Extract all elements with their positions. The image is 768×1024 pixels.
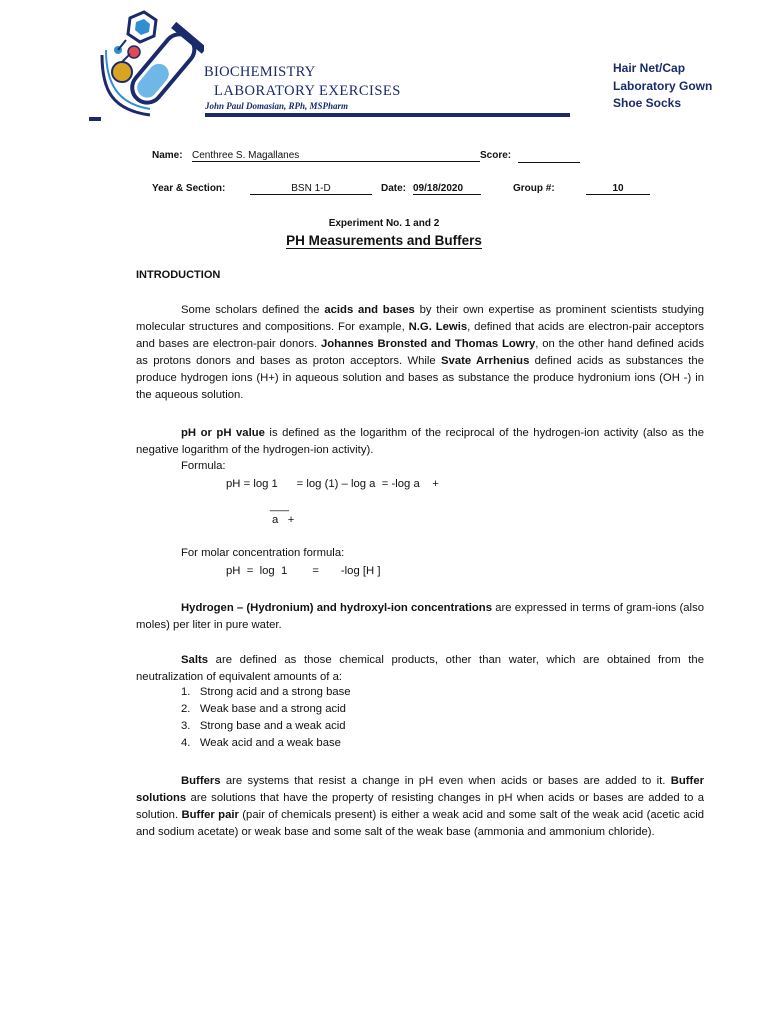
bold-term: Johannes Bronsted and Thomas Lowry	[320, 338, 536, 350]
text: are expressed in terms of gram-ions (also moles) per liter in pure water.	[136, 602, 704, 631]
header-rule	[205, 113, 570, 117]
text: are solutions that have the property of resisting changes in pH when acids or bases are added to a solution.	[136, 792, 704, 821]
date-field[interactable]	[413, 183, 481, 195]
paragraph-ion-concentrations	[136, 600, 704, 634]
experiment-title	[0, 233, 768, 248]
bold-term: Buffer pair	[181, 809, 239, 821]
bold-term: pH or pH value	[181, 427, 265, 439]
list-item: 4. Weak acid and a weak base	[181, 737, 341, 749]
text: , on the other hand defined acids as protons donors and bases as proton acceptors. While	[136, 338, 704, 367]
score-label: Score:	[480, 150, 512, 161]
section-heading-introduction: INTRODUCTION	[136, 269, 221, 281]
bold-term: N.G. Lewis	[408, 321, 468, 333]
list-item: 2. Weak base and a strong acid	[181, 703, 346, 715]
text: are defined as those chemical products, other than water, which are obtained from the neutralization of equivalent amounts of a:	[136, 654, 704, 683]
paragraph-salts	[136, 652, 704, 686]
formula-line-1: pH = log 1 = log (1) – log a = -log a +	[226, 478, 439, 490]
text: , defined that acids are electron-pair acceptors and bases are electron-pair donors.	[136, 321, 704, 350]
list-item: 1. Strong acid and a strong base	[181, 686, 351, 698]
text: by their own expertise as prominent scientists studying molecular structures and compositions. For example,	[136, 304, 704, 333]
year-section-field[interactable]	[250, 183, 372, 195]
experiment-title-text: PH Measurements and Buffers	[286, 233, 482, 248]
course-title-line2: LABORATORY EXERCISES	[214, 83, 401, 99]
molar-formula-label: For molar concentration formula:	[181, 547, 345, 559]
paragraph-ph-definition	[136, 425, 704, 459]
year-section-value: BSN 1-D	[291, 183, 331, 194]
text: Some scholars defined the	[181, 304, 325, 316]
ppe-item-shoe-socks: Shoe Socks	[613, 96, 682, 110]
bold-term: Buffer solutions	[136, 775, 704, 804]
bold-term: acids and bases	[324, 304, 415, 316]
text: are systems that resist a change in pH even when acids or bases are added to it.	[220, 775, 671, 787]
year-section-label: Year & Section:	[152, 183, 226, 194]
molar-formula-line: pH = log 1 = -log [H ]	[226, 565, 381, 577]
ppe-item-gown: Laboratory Gown	[613, 79, 713, 93]
date-value: 09/18/2020	[413, 183, 464, 194]
text: is defined as the logarithm of the reciprocal of the hydrogen-ion activity (also as the negative logarithm of the hydrogen-ion activity).	[136, 427, 705, 456]
bold-term: Salts	[181, 654, 209, 666]
formula-fraction-bar: ___	[270, 500, 289, 512]
name-field[interactable]	[192, 150, 480, 162]
course-title-line1: BIOCHEMISTRY	[204, 64, 316, 80]
name-value: Centhree S. Magallanes	[192, 150, 300, 161]
name-label: Name:	[152, 150, 183, 161]
ppe-item-hair-net: Hair Net/Cap	[613, 61, 686, 75]
text: defined acids as substances the produce hydrogen ions (H+) in aqueous solution and bases as substance the produce hydronium ions (OH -) in the aqueous solution.	[136, 355, 704, 401]
author-name: John Paul Domasian, RPh, MSPharm	[205, 101, 349, 111]
group-value: 10	[612, 183, 624, 194]
bold-term: Hydrogen – (Hydronium) and hydroxyl-ion concentrations	[181, 602, 492, 614]
group-label: Group #:	[513, 183, 555, 194]
score-field[interactable]	[518, 150, 580, 163]
text: (pair of chemicals present) is either a weak acid and some salt of the weak acid (acetic acid and sodium acetate) or weak base and some salt of the weak base (ammonia and ammonium chloride).	[136, 809, 705, 838]
experiment-number: Experiment No. 1 and 2	[328, 218, 440, 229]
paragraph-acids-bases	[136, 302, 704, 404]
header-rule-accent	[89, 117, 101, 121]
formula-label: Formula:	[181, 460, 226, 472]
bold-term: Buffers	[181, 775, 221, 787]
bold-term: Svate Arrhenius	[441, 355, 530, 367]
list-item: 3. Strong base and a weak acid	[181, 720, 346, 732]
group-field[interactable]	[586, 183, 650, 195]
lab-flask-logo-icon	[92, 10, 204, 125]
paragraph-buffers	[136, 773, 704, 841]
formula-line-2: a +	[272, 514, 295, 526]
date-label: Date:	[381, 183, 407, 194]
